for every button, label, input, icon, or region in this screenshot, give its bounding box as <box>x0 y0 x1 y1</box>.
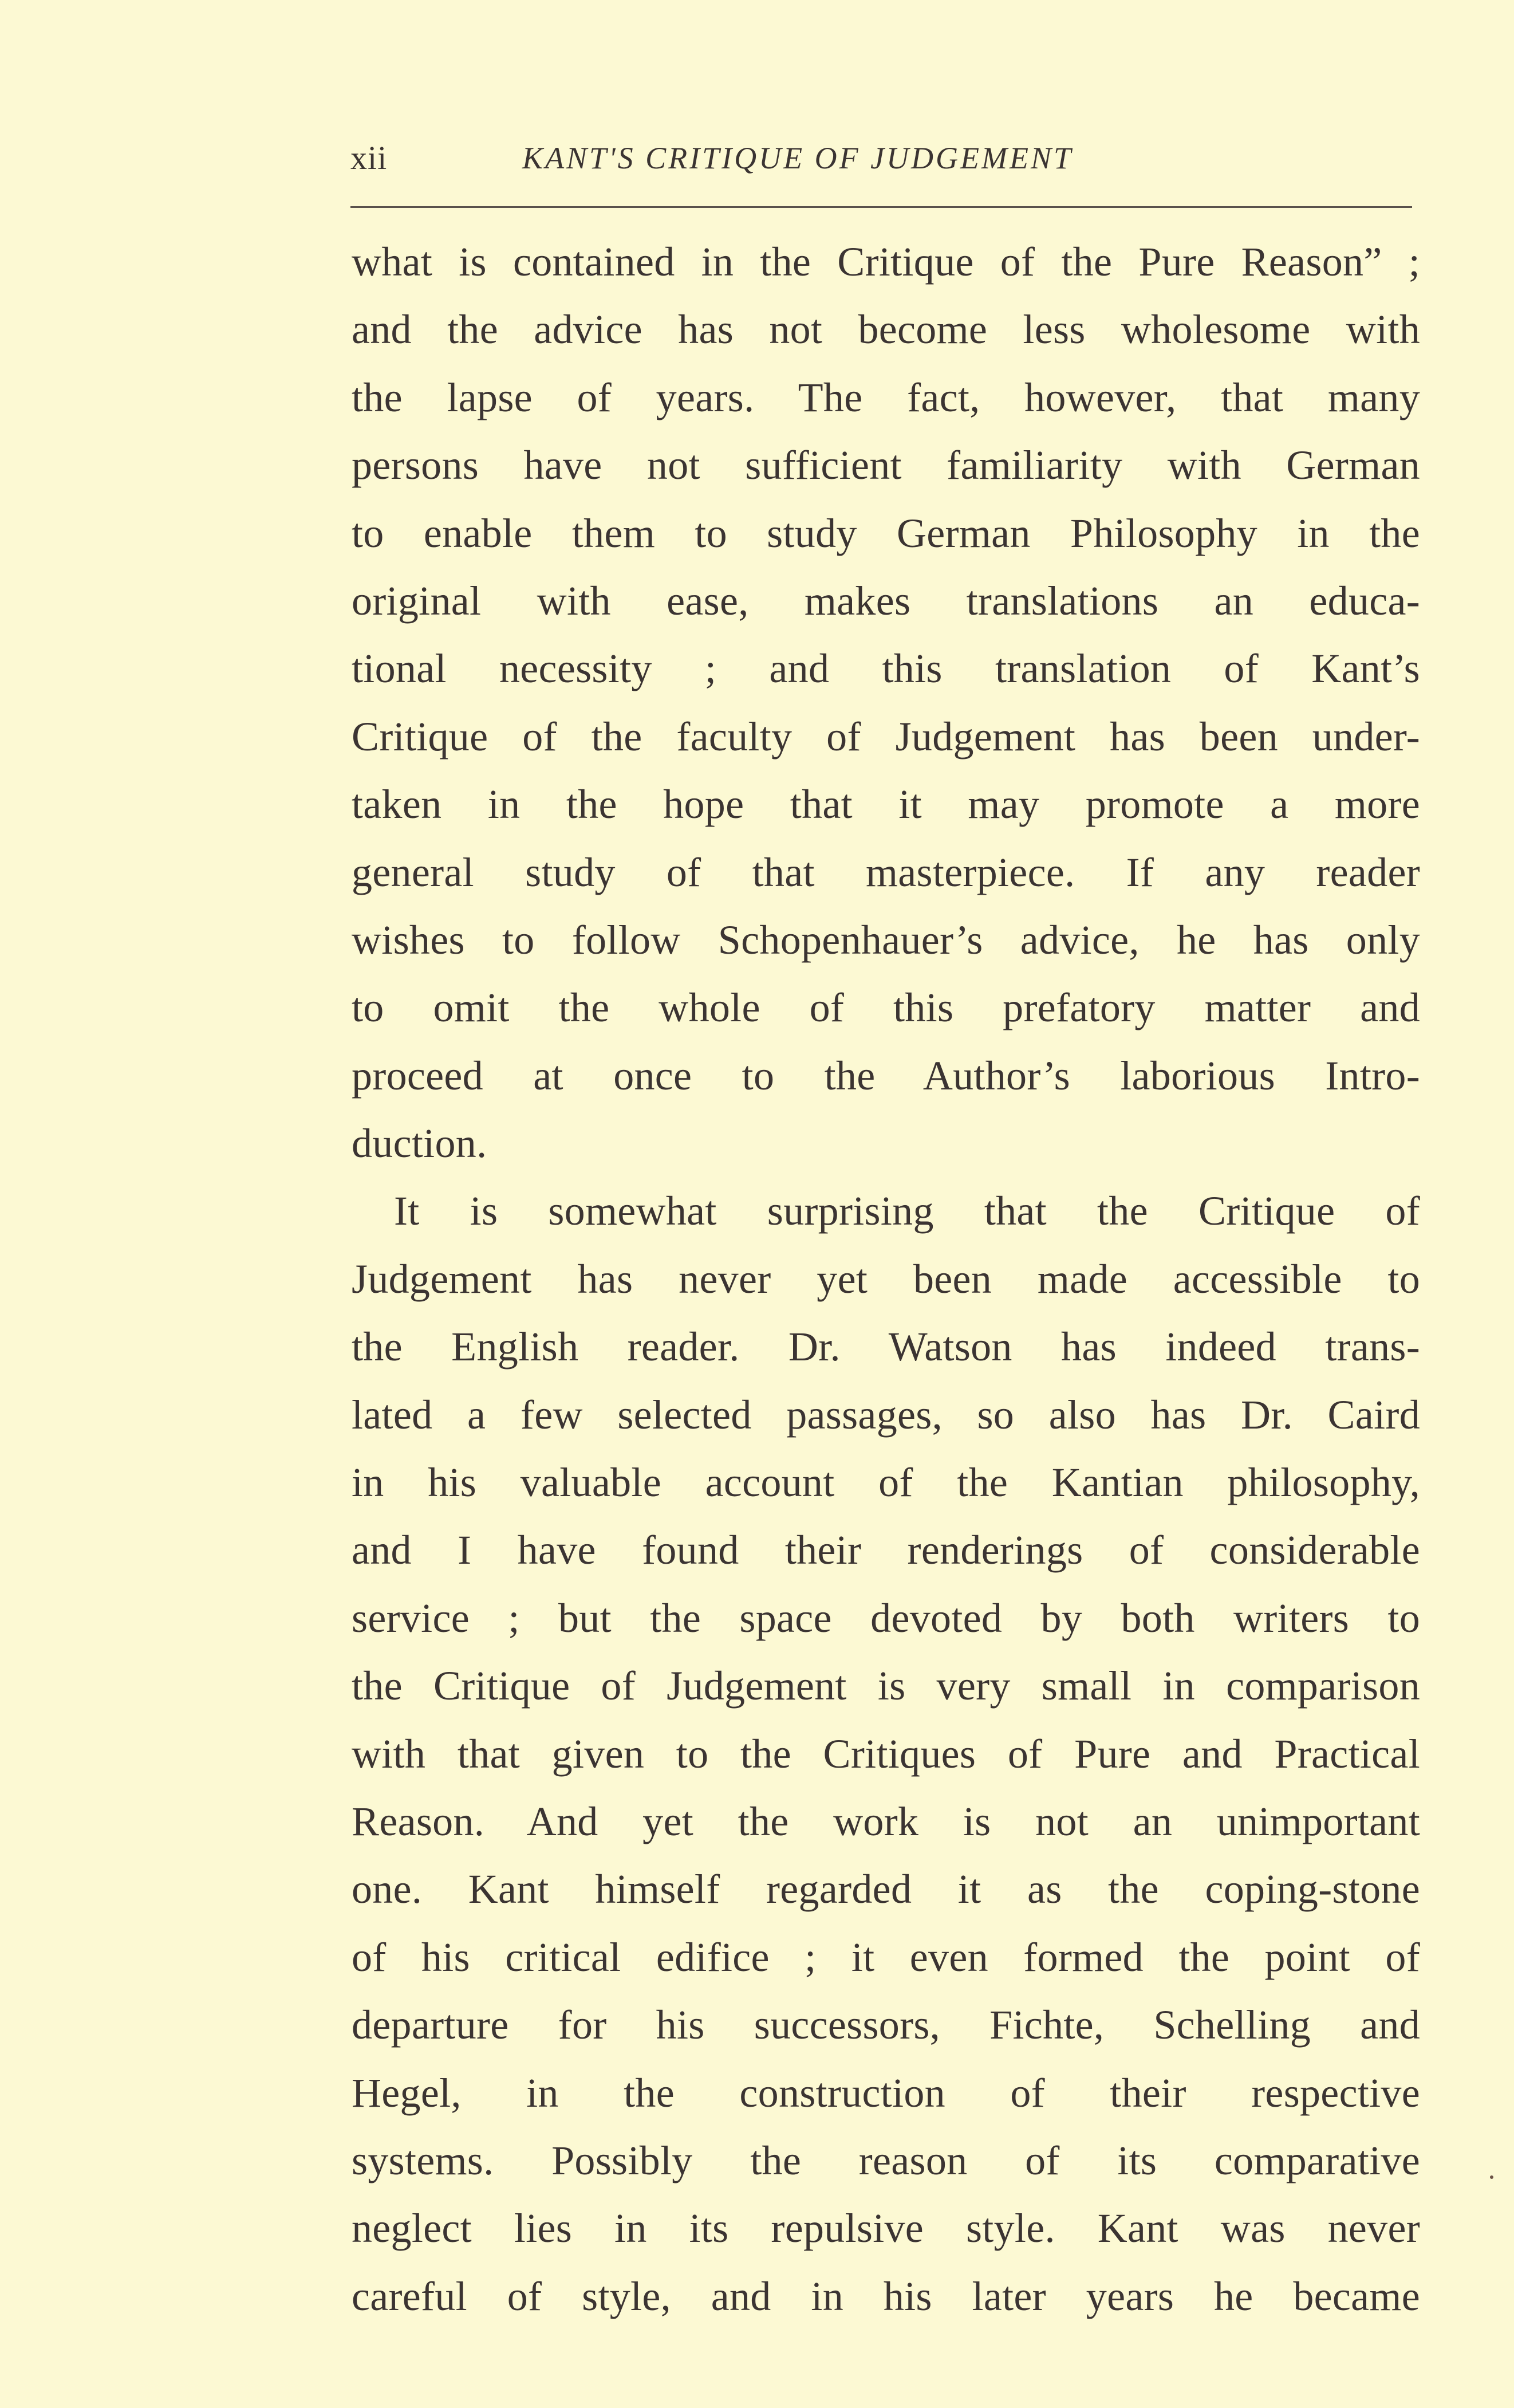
text-line: one. Kant himself regarded it as the coping-stone <box>352 1866 1420 1913</box>
text-line-paragraph-end: duction. <box>352 1120 487 1167</box>
text-line: Critique of the faculty of Judgement has been under- <box>352 713 1420 760</box>
text-line: service ; but the space devoted by both writers to <box>352 1595 1420 1641</box>
running-title: KANT'S CRITIQUE OF JUDGEMENT <box>522 141 1074 175</box>
text-line: Judgement has never yet been made accessible to <box>352 1256 1420 1302</box>
text-line: the lapse of years. The fact, however, that many <box>352 374 1420 420</box>
text-line: tional necessity ; and this translation of Kant’s <box>352 646 1420 692</box>
body-text <box>352 228 1420 2330</box>
page-number: xii <box>350 139 388 176</box>
text-line: original with ease, makes translations an educa- <box>352 577 1420 624</box>
text-line: and I have found their renderings of considerable <box>352 1527 1420 1573</box>
text-line: the English reader. Dr. Watson has indeed trans- <box>352 1324 1420 1370</box>
text-line: Hegel, in the construction of their respective <box>352 2069 1420 2116</box>
text-line: of his critical edifice ; it even formed the point of <box>352 1934 1420 1980</box>
text-line: to enable them to study German Philosophy in the <box>352 510 1420 556</box>
text-line: to omit the whole of this prefatory matter and <box>352 985 1420 1031</box>
paper-speck <box>1490 2175 1493 2179</box>
text-line: taken in the hope that it may promote a more <box>352 781 1420 828</box>
text-line: with that given to the Critiques of Pure and Practical <box>352 1730 1420 1777</box>
running-header <box>350 135 1413 181</box>
text-line-paragraph-start: It is somewhat surprising that the Critique of <box>394 1188 1420 1234</box>
text-line: proceed at once to the Author’s laborious Intro- <box>352 1052 1420 1099</box>
text-line: in his valuable account of the Kantian philosophy, <box>352 1459 1420 1506</box>
text-line: systems. Possibly the reason of its comparative <box>352 2137 1420 2183</box>
text-line: and the advice has not become less wholesome with <box>352 306 1420 353</box>
text-line: what is contained in the Critique of the Pure Reason” ; <box>352 239 1420 285</box>
text-line: persons have not sufficient familiarity with German <box>352 442 1420 489</box>
text-line: careful of style, and in his later years he became <box>352 2273 1420 2319</box>
text-line: wishes to follow Schopenhauer’s advice, he has only <box>352 916 1420 963</box>
text-line: departure for his successors, Fichte, Schelling and <box>352 2002 1420 2048</box>
text-line: general study of that masterpiece. If any reader <box>352 849 1420 895</box>
text-line: the Critique of Judgement is very small in comparison <box>352 1663 1420 1709</box>
header-rule <box>350 206 1412 208</box>
text-line: neglect lies in its repulsive style. Kant was never <box>352 2205 1420 2252</box>
text-line: lated a few selected passages, so also has Dr. Caird <box>352 1391 1420 1438</box>
text-line: Reason. And yet the work is not an unimportant <box>352 1798 1420 1844</box>
